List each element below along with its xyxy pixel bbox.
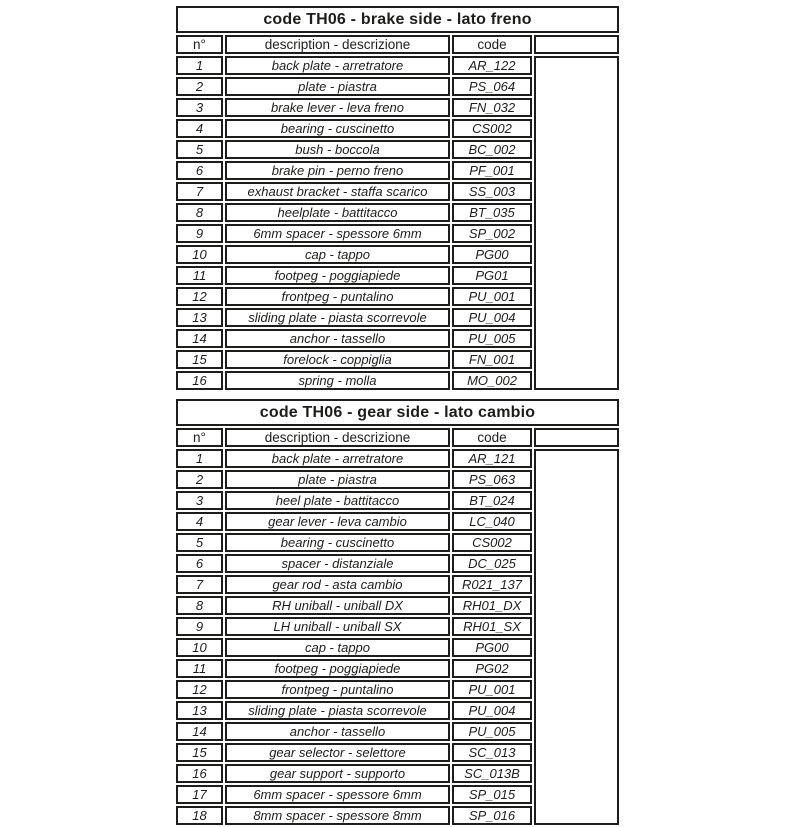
row-description-cell: plate - piastra xyxy=(225,77,450,96)
row-code-cell: SP_002 xyxy=(452,224,532,243)
row-number-cell: 3 xyxy=(176,98,223,117)
row-description-cell: anchor - tassello xyxy=(225,329,450,348)
row-code-cell: PG00 xyxy=(452,245,532,264)
row-code-cell: SC_013 xyxy=(452,743,532,762)
row-code-cell: SC_013B xyxy=(452,764,532,783)
table-title: code TH06 - gear side - lato cambio xyxy=(176,399,619,426)
row-number-cell: 2 xyxy=(176,470,223,489)
row-code-cell: PU_004 xyxy=(452,701,532,720)
row-number-cell: 6 xyxy=(176,161,223,180)
row-number-cell: 7 xyxy=(176,575,223,594)
column-header-notes xyxy=(534,35,619,54)
row-number-cell: 4 xyxy=(176,512,223,531)
row-number-cell: 13 xyxy=(176,308,223,327)
row-description-cell: sliding plate - piasta scorrevole xyxy=(225,701,450,720)
row-description-cell: 6mm spacer - spessore 6mm xyxy=(225,785,450,804)
row-number-cell: 14 xyxy=(176,329,223,348)
row-description-cell: RH uniball - uniball DX xyxy=(225,596,450,615)
row-number-cell: 15 xyxy=(176,350,223,369)
row-description-cell: gear rod - asta cambio xyxy=(225,575,450,594)
row-description-cell: anchor - tassello xyxy=(225,722,450,741)
parts-list-page xyxy=(174,4,626,827)
row-description-cell: cap - tappo xyxy=(225,638,450,657)
row-number-cell: 1 xyxy=(176,56,223,75)
row-number-cell: 9 xyxy=(176,224,223,243)
row-code-cell: CS002 xyxy=(452,533,532,552)
column-header-number: n° xyxy=(176,35,223,54)
row-description-cell: sliding plate - piasta scorrevole xyxy=(225,308,450,327)
row-number-cell: 11 xyxy=(176,659,223,678)
column-header-description: description - descrizione xyxy=(225,428,450,447)
row-number-cell: 15 xyxy=(176,743,223,762)
row-code-cell: PU_005 xyxy=(452,722,532,741)
row-code-cell: CS002 xyxy=(452,119,532,138)
row-code-cell: SS_003 xyxy=(452,182,532,201)
row-description-cell: spring - molla xyxy=(225,371,450,390)
row-number-cell: 16 xyxy=(176,764,223,783)
row-description-cell: heel plate - battitacco xyxy=(225,491,450,510)
row-number-cell: 4 xyxy=(176,119,223,138)
row-description-cell: LH uniball - uniball SX xyxy=(225,617,450,636)
row-number-cell: 12 xyxy=(176,680,223,699)
row-description-cell: footpeg - poggiapiede xyxy=(225,266,450,285)
table-title-row xyxy=(176,6,619,33)
row-description-cell: footpeg - poggiapiede xyxy=(225,659,450,678)
row-number-cell: 8 xyxy=(176,203,223,222)
row-description-cell: frontpeg - puntalino xyxy=(225,287,450,306)
table-header-row xyxy=(176,428,619,447)
row-description-cell: gear support - supporto xyxy=(225,764,450,783)
row-number-cell: 2 xyxy=(176,77,223,96)
row-code-cell: PU_001 xyxy=(452,287,532,306)
row-code-cell: LC_040 xyxy=(452,512,532,531)
row-description-cell: gear selector - selettore xyxy=(225,743,450,762)
row-code-cell: DC_025 xyxy=(452,554,532,573)
row-number-cell: 11 xyxy=(176,266,223,285)
row-description-cell: 8mm spacer - spessore 8mm xyxy=(225,806,450,825)
row-code-cell: BT_024 xyxy=(452,491,532,510)
row-code-cell: PG01 xyxy=(452,266,532,285)
column-header-number: n° xyxy=(176,428,223,447)
row-number-cell: 10 xyxy=(176,638,223,657)
row-number-cell: 6 xyxy=(176,554,223,573)
row-number-cell: 8 xyxy=(176,596,223,615)
row-description-cell: spacer - distanziale xyxy=(225,554,450,573)
row-description-cell: frontpeg - puntalino xyxy=(225,680,450,699)
row-description-cell: gear lever - leva cambio xyxy=(225,512,450,531)
gear-side-table xyxy=(174,397,621,827)
table-title-row xyxy=(176,399,619,426)
row-code-cell: PG02 xyxy=(452,659,532,678)
row-number-cell: 18 xyxy=(176,806,223,825)
row-code-cell: RH01_DX xyxy=(452,596,532,615)
row-code-cell: SP_016 xyxy=(452,806,532,825)
row-number-cell: 5 xyxy=(176,140,223,159)
row-code-cell: FN_001 xyxy=(452,350,532,369)
row-description-cell: forelock - coppiglia xyxy=(225,350,450,369)
row-code-cell: PG00 xyxy=(452,638,532,657)
row-code-cell: AR_122 xyxy=(452,56,532,75)
row-code-cell: SP_015 xyxy=(452,785,532,804)
row-code-cell: PU_005 xyxy=(452,329,532,348)
row-number-cell: 5 xyxy=(176,533,223,552)
column-header-code: code xyxy=(452,35,532,54)
notes-cell xyxy=(534,449,619,825)
row-number-cell: 16 xyxy=(176,371,223,390)
row-number-cell: 12 xyxy=(176,287,223,306)
row-description-cell: back plate - arretratore xyxy=(225,56,450,75)
table-row xyxy=(176,56,619,75)
row-description-cell: bearing - cuscinetto xyxy=(225,119,450,138)
column-header-description: description - descrizione xyxy=(225,35,450,54)
table-title: code TH06 - brake side - lato freno xyxy=(176,6,619,33)
row-description-cell: plate - piastra xyxy=(225,470,450,489)
row-code-cell: FN_032 xyxy=(452,98,532,117)
row-description-cell: brake lever - leva freno xyxy=(225,98,450,117)
row-code-cell: PS_064 xyxy=(452,77,532,96)
row-code-cell: R021_137 xyxy=(452,575,532,594)
row-code-cell: PU_001 xyxy=(452,680,532,699)
row-number-cell: 1 xyxy=(176,449,223,468)
row-number-cell: 9 xyxy=(176,617,223,636)
row-code-cell: BC_002 xyxy=(452,140,532,159)
row-code-cell: MO_002 xyxy=(452,371,532,390)
row-number-cell: 17 xyxy=(176,785,223,804)
column-header-notes xyxy=(534,428,619,447)
row-description-cell: bush - boccola xyxy=(225,140,450,159)
table-row xyxy=(176,449,619,468)
row-code-cell: BT_035 xyxy=(452,203,532,222)
row-code-cell: PU_004 xyxy=(452,308,532,327)
table-header-row xyxy=(176,35,619,54)
row-number-cell: 13 xyxy=(176,701,223,720)
row-number-cell: 7 xyxy=(176,182,223,201)
row-description-cell: heelplate - battitacco xyxy=(225,203,450,222)
row-number-cell: 10 xyxy=(176,245,223,264)
row-code-cell: RH01_SX xyxy=(452,617,532,636)
row-description-cell: cap - tappo xyxy=(225,245,450,264)
notes-cell xyxy=(534,56,619,390)
row-description-cell: brake pin - perno freno xyxy=(225,161,450,180)
row-description-cell: back plate - arretratore xyxy=(225,449,450,468)
row-code-cell: PS_063 xyxy=(452,470,532,489)
brake-side-table xyxy=(174,4,621,392)
row-code-cell: AR_121 xyxy=(452,449,532,468)
row-description-cell: 6mm spacer - spessore 6mm xyxy=(225,224,450,243)
row-number-cell: 14 xyxy=(176,722,223,741)
row-description-cell: bearing - cuscinetto xyxy=(225,533,450,552)
row-code-cell: PF_001 xyxy=(452,161,532,180)
row-description-cell: exhaust bracket - staffa scarico xyxy=(225,182,450,201)
row-number-cell: 3 xyxy=(176,491,223,510)
column-header-code: code xyxy=(452,428,532,447)
